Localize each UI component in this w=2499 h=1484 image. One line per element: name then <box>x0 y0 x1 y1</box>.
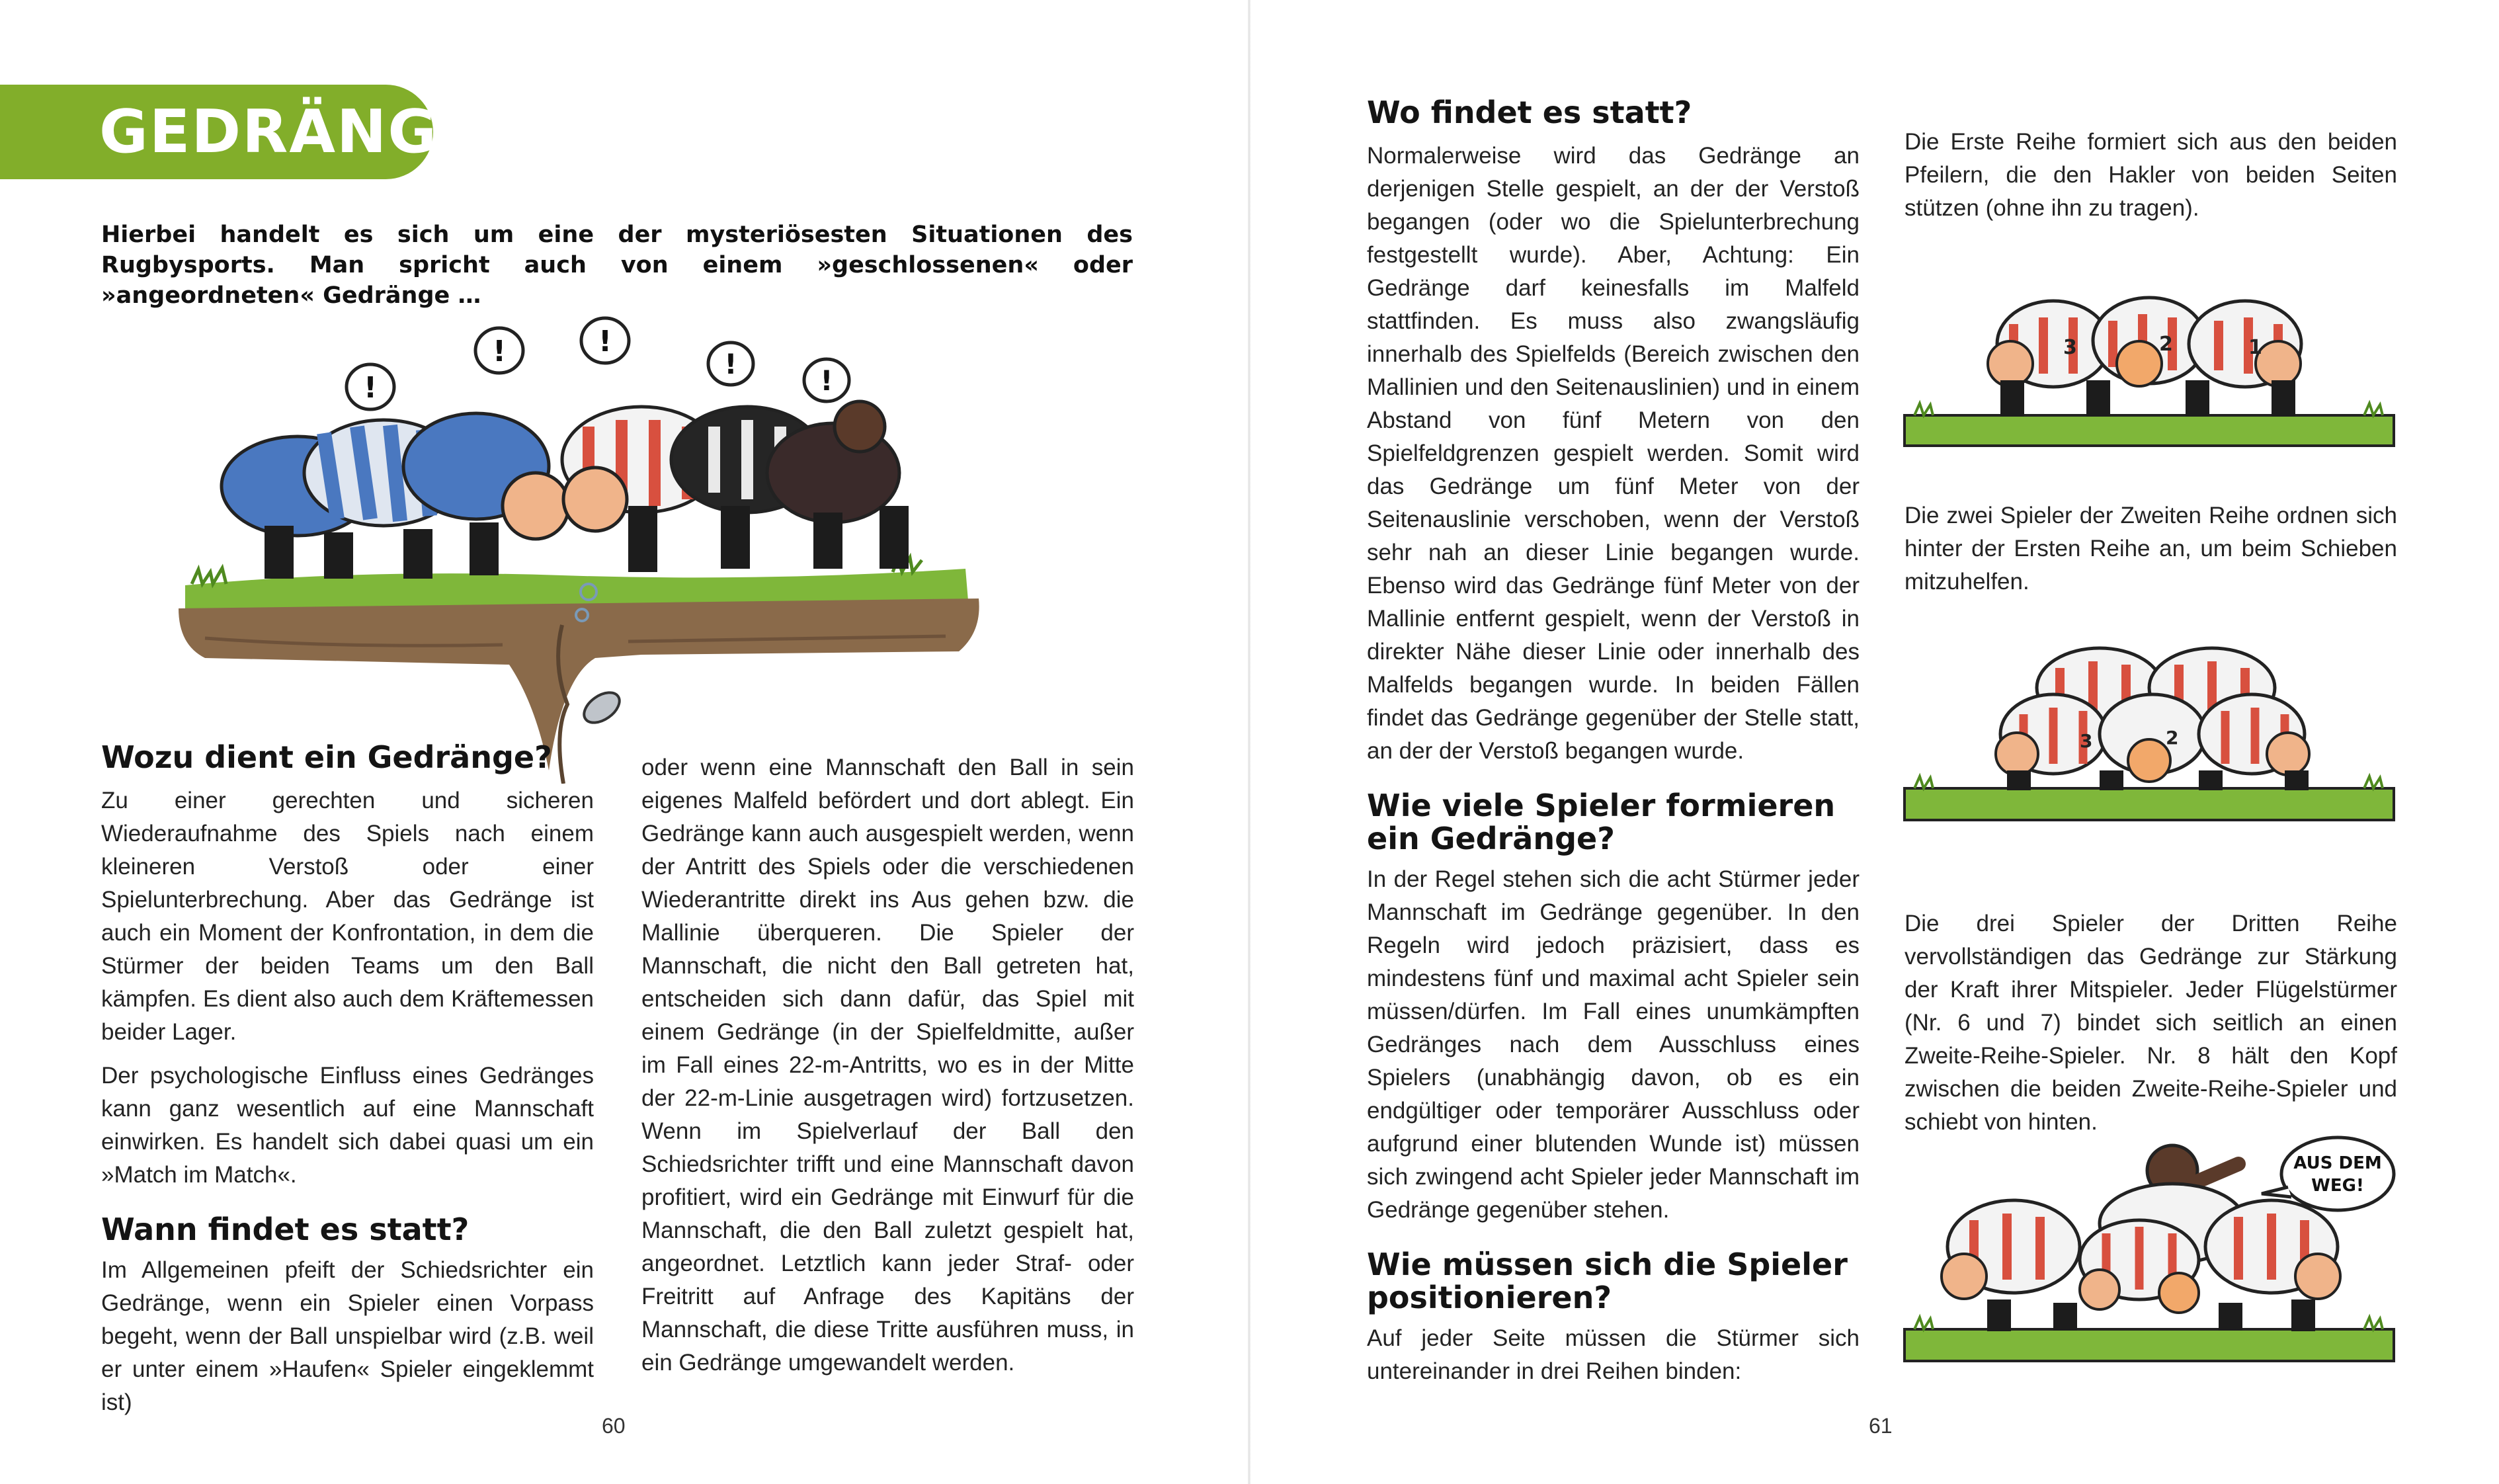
jersey-number: 2 <box>2159 333 2173 356</box>
grass-strip <box>1905 788 2394 820</box>
paragraph: In der Regel stehen sich die acht Stürmer jeder Mannschaft im Gedränge gegenüber. In den Regeln wird jedoch präzisiert, dass es mindestens fünf und maximal acht Spieler sein müssen/dürfen. Im Fall eines unumkämpften Gedränges nach dem Ausschluss eines Spielers (unabhängig davon, ob es ein endgültiger oder temporärer Ausschluss oder aufgrund einer blutenden Wunde ist) müssen sich zwingend acht Spieler jeder Mannschaft im Gedränge gegenüber stehen. <box>1367 866 1860 1223</box>
exclamation-mark: ! <box>363 371 378 405</box>
exclamation-bubbles <box>347 318 849 409</box>
blue-team <box>222 413 569 579</box>
jersey-number: 3 <box>2080 730 2093 752</box>
book-spine <box>1248 0 1250 1484</box>
page-number-left: 60 <box>602 1414 626 1438</box>
paragraph: Im Allgemeinen pfeift der Schiedsrichter ein Gedränge, wenn ein Spieler einen Vorpass begeht, wenn der Ball unspielbar wird (z.B. weil er unter einem »Haufen« Spieler eingeklemmt ist) <box>101 1257 594 1415</box>
jersey-number: 3 <box>2063 336 2077 359</box>
paragraph: oder wenn eine Mannschaft den Ball in sein eigenes Malfeld befördert und dort ablegt. Ein Gedränge kann auch ausgespielt werden, wenn der Antritt des Spiels oder die verschiedenen Wiederantritte direkt ins Aus gehen bzw. die Mallinie überqueren. Die Spieler der Mannschaft, die nicht den Ball getreten hat, entscheiden sich dann dafür, das Spiel mit einem Gedränge (in der Spielfeldmitte, außer im Fall eines 22-m-Antritts, wo es in der Mitte der 22-m-Linie ausgetragen wird) fortzusetzen. Wenn im Spielverlauf der Ball den Schiedsrichter trifft und eine Mannschaft davon profitiert, wird ein Gedränge mit Einwurf für die Mannschaft, die den Ball zuletzt gespielt hat, angeordnet. Letztlich kann jeder Straf- oder Freitritt auf Anfrage des Kapitäns der Mannschaft, die diese Tritte ausführen muss, in ein Gedränge umgewandelt werden. <box>641 755 1134 1376</box>
grass-strip <box>1905 1329 2394 1361</box>
right-column-1 <box>1367 96 1860 1388</box>
caption-first-row: Die Erste Reihe formiert sich aus den beiden Pfeilern, die den Hakler von beiden Seiten stützen (ohne ihn zu tragen). <box>1905 129 2397 221</box>
paragraph: Normalerweise wird das Gedränge an derjenigen Stelle gespielt, an der der Verstoß begangen (oder wo die Spielunterbrechung festgestellt wurde). Aber, Achtung: Ein Gedränge darf keinesfalls im Malfeld stattfinden. Es muss also zwangsläufig innerhalb des Spielfelds (Bereich zwischen den Mallinien und den Seitenauslinien) und in einem Abstand von fünf Metern von den Spielfeldgrenzen gespielt werden. Somit wird das Gedränge um fünf Meter von der Seitenauslinie verschoben, wenn der Verstoß sehr nah an dieser Linie begangen wurde. Ebenso wird das Gedränge fünf Meter von der Mallinie entfernt gespielt, wenn der Verstoß in direkter Nähe dieser Linie oder innerhalb des Malfelds begangen wurde. In beiden Fällen findet das Gedränge gegenüber der Stelle statt, an der der Verstoß begangen wurde. <box>1367 143 1860 764</box>
title-banner <box>0 85 480 179</box>
paragraph: Zu einer gerechten und sicheren Wiederaufnahme des Spiels nach einem kleineren Verstoß oder einer Spielunterbrechung. Aber das Gedränge ist auch ein Moment der Konfrontation, in dem die Stürmer der beiden Teams um den Ball kämpfen. Es dient also auch dem Kräftemessen beider Lager. <box>101 788 594 1045</box>
heading-positionieren: Wie müssen sich die Spieler positionieren? <box>1367 1247 1848 1315</box>
paragraph: Auf jeder Seite müssen die Stürmer sich untereinander in drei Reihen binden: <box>1367 1325 1860 1384</box>
scrum-illustration <box>165 308 1144 784</box>
front-row-players <box>1988 298 2301 417</box>
intro-paragraph: Hierbei handelt es sich um eine der mysteriösesten Situationen des Rugbysports. Man spricht auch von einem »geschlossenen« oder »angeordneten« Gedränge … <box>101 222 1133 309</box>
heading-wann: Wann findet es statt? <box>101 1212 470 1247</box>
speech-bubble-line: WEG! <box>2311 1176 2364 1196</box>
page-number-right: 61 <box>1869 1414 1893 1438</box>
exclamation-mark: ! <box>724 348 737 380</box>
caption-third-row: Die drei Spieler der Dritten Reihe vervollständigen das Gedränge zur Stärkung der Kraft ihrer Mitspieler. Jeder Flügelstürmer (Nr. 6 und 7) bindet sich seitlich an einen Zweite-Reihe-Spieler. Nr. 8 hält den Kopf zwischen die beiden Zweite-Reihe-Spieler und schiebt von hinten. <box>1905 911 2397 1135</box>
exclamation-mark: ! <box>598 325 612 358</box>
third-row-illustration <box>1901 1134 2397 1379</box>
caption-second-row: Die zwei Spieler der Zweiten Reihe ordnen sich hinter der Ersten Reihe an, um beim Schieben mitzuhelfen. <box>1905 503 2397 595</box>
first-row-illustration <box>1901 271 2397 450</box>
heading-wo: Wo findet es statt? <box>1367 95 1692 130</box>
heading-wie-viele: Wie viele Spieler formieren ein Gedränge? <box>1367 788 1836 856</box>
left-column-2 <box>641 751 1134 1380</box>
rugby-ball <box>579 686 625 729</box>
speech-bubble-line: AUS DEM <box>2293 1153 2382 1173</box>
page-title: GEDRÄNGE <box>99 97 480 167</box>
second-row-players <box>1996 648 2309 790</box>
paragraph: Der psychologische Einfluss eines Gedränges kann ganz wesentlich auf eine Mannschaft einwirken. Es handelt sich dabei quasi um ein »Match im Match«. <box>101 1063 594 1188</box>
jersey-number: 1 <box>2248 336 2262 359</box>
second-row-illustration <box>1901 635 2397 827</box>
red-team <box>562 401 909 572</box>
jersey-number: 2 <box>2166 727 2179 749</box>
left-column-1 <box>101 741 594 1419</box>
heading-wozu: Wozu dient ein Gedränge? <box>101 739 552 775</box>
exclamation-mark: ! <box>820 364 833 397</box>
grass-strip <box>1905 415 2394 446</box>
exclamation-mark: ! <box>492 335 507 368</box>
